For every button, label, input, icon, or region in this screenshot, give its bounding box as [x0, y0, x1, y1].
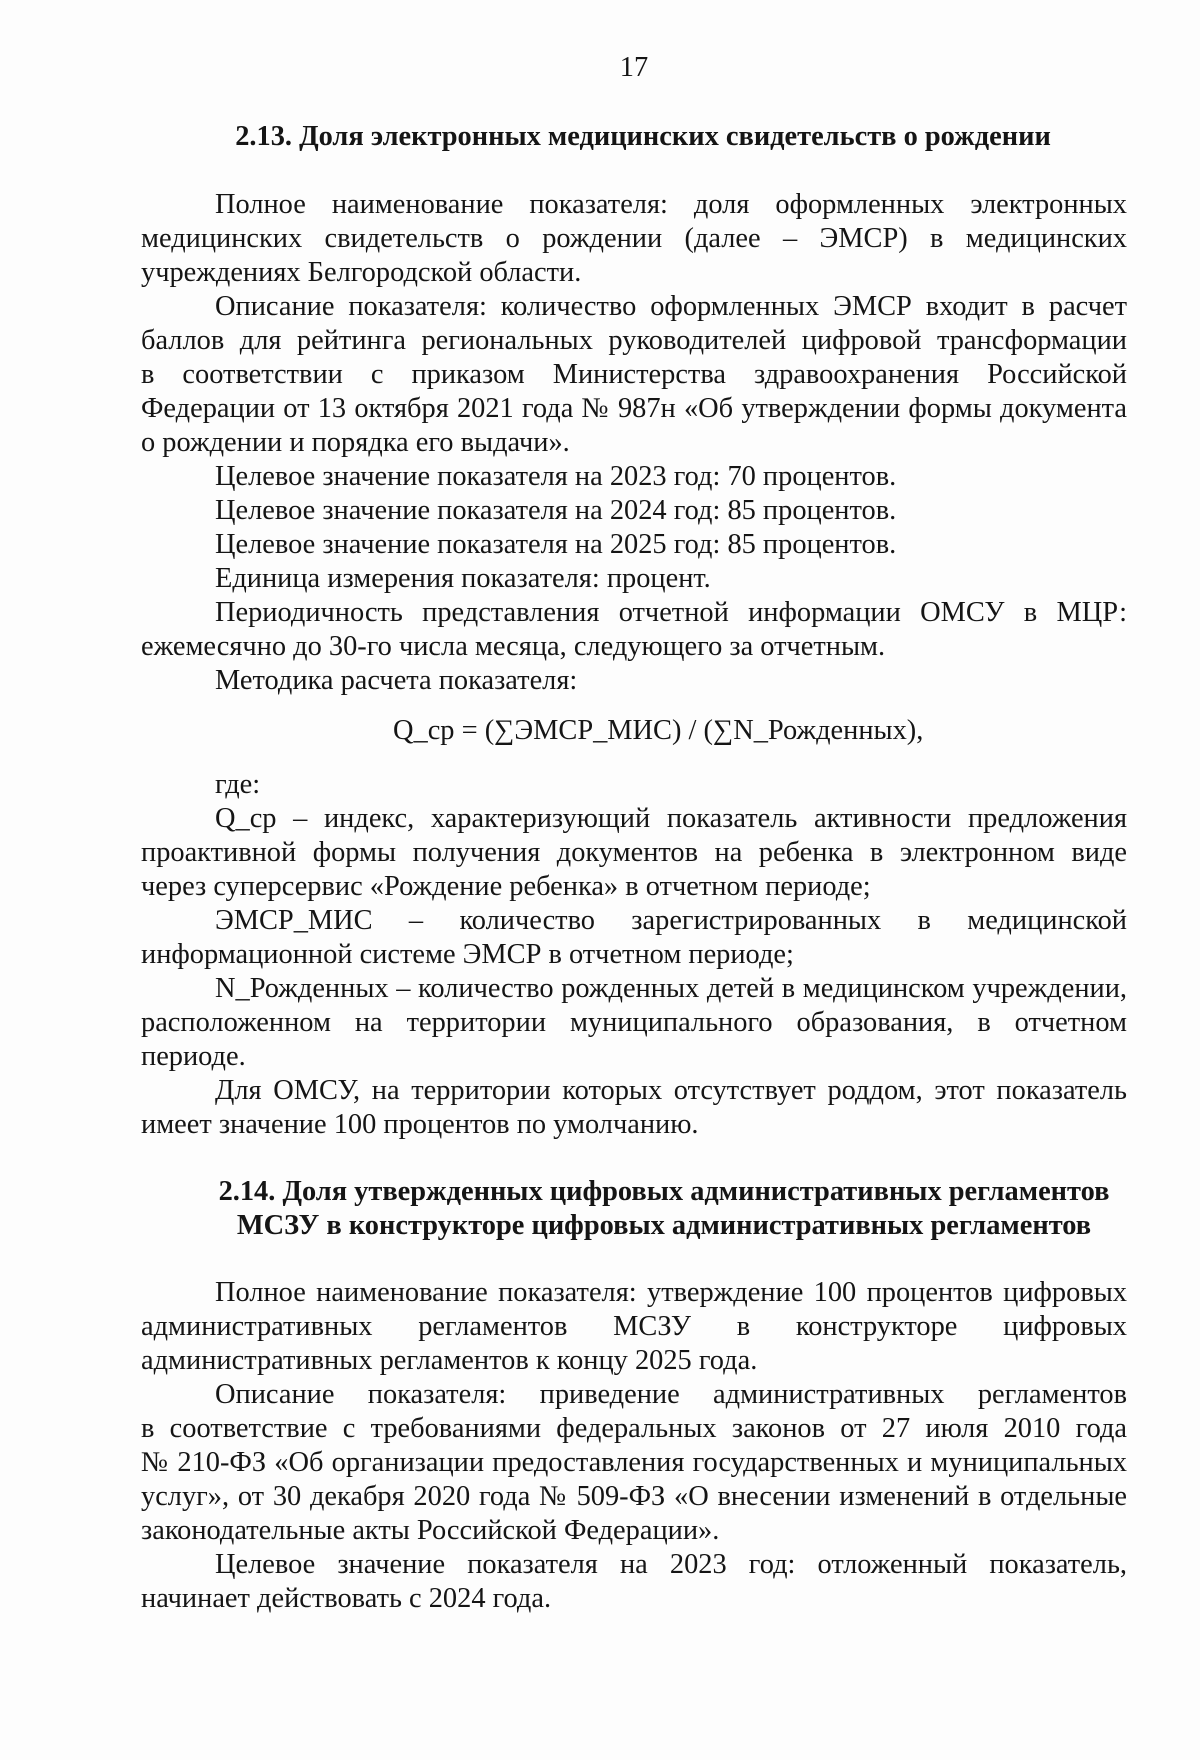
- text-line: N_Рожденных – количество рожденных детей в медицинском учреждении,: [215, 973, 1127, 1004]
- paragraph-where-label: где:: [215, 769, 261, 800]
- text-line: учреждениях Белгородской области.: [141, 257, 582, 288]
- paragraph-description: [141, 1378, 1127, 1548]
- section-2-13-heading: [141, 120, 1127, 154]
- text-line: в соответствие с требованиями федеральных законов от 27 июля 2010 года: [141, 1413, 1127, 1444]
- text-line: начинает действовать с 2024 года.: [141, 1583, 552, 1614]
- paragraph-definition-q: [141, 802, 1127, 904]
- text-line: административных регламентов к концу 2025 года.: [141, 1345, 758, 1376]
- text-line: о рождении и порядка его выдачи».: [141, 427, 570, 458]
- text-line: проактивной формы получения документов на ребенка в электронном виде: [141, 837, 1127, 868]
- section-heading-line: 2.14. Доля утвержденных цифровых административных регламентов: [218, 1176, 1110, 1207]
- paragraph-target-2024: Целевое значение показателя на 2024 год: 85 процентов.: [215, 495, 897, 526]
- text-line: № 210-ФЗ «Об организации предоставления государственных и муниципальных: [141, 1447, 1127, 1478]
- text-line: ЭМСР_МИС – количество зарегистрированных в медицинской: [215, 905, 1127, 936]
- section-2-13-body-a: [141, 188, 1127, 698]
- text-line: имеет значение 100 процентов по умолчанию.: [141, 1109, 699, 1140]
- text-line: Полное наименование показателя: утверждение 100 процентов цифровых: [215, 1277, 1127, 1308]
- text-line: Периодичность представления отчетной информации ОМСУ в МЦР:: [215, 597, 1127, 628]
- text-line: медицинских свидетельств о рождении (далее – ЭМСР) в медицинских: [141, 223, 1127, 254]
- text-line: Полное наименование показателя: доля оформленных электронных: [215, 189, 1127, 220]
- text-line: ежемесячно до 30-го числа месяца, следующего за отчетным.: [141, 631, 886, 662]
- text-line: Целевое значение показателя на 2023 год: отложенный показатель,: [215, 1549, 1127, 1580]
- text-line: Описание показателя: приведение административных регламентов: [215, 1379, 1127, 1410]
- paragraph-method-label: Методика расчета показателя:: [215, 665, 578, 696]
- page-number-block: [141, 51, 1127, 85]
- paragraph-periodicity: [141, 596, 1127, 664]
- formula: Q_ср = (∑ЭМСР_МИС) / (∑N_Рожденных),: [393, 715, 924, 746]
- section-2-13-body-b: [141, 768, 1127, 1142]
- section-2-14-heading: [141, 1175, 1127, 1243]
- paragraph-definition-n: [141, 972, 1127, 1074]
- text-line: Описание показателя: количество оформленных ЭМСР входит в расчет: [215, 291, 1127, 322]
- text-line: информационной системе ЭМСР в отчетном периоде;: [141, 939, 794, 970]
- paragraph-target-2025: Целевое значение показателя на 2025 год: 85 процентов.: [215, 529, 897, 560]
- paragraph-definition-emsr: [141, 904, 1127, 972]
- formula-block: [141, 714, 1127, 748]
- page-number: 17: [619, 52, 649, 83]
- section-heading-line: 2.13. Доля электронных медицинских свидетельств о рождении: [235, 121, 1051, 152]
- paragraph-target-2023: [141, 1548, 1127, 1616]
- paragraph-target-2023: Целевое значение показателя на 2023 год: 70 процентов.: [215, 461, 897, 492]
- text-line: административных регламентов МСЗУ в конструкторе цифровых: [141, 1311, 1127, 1342]
- paragraph-full-name: [141, 188, 1127, 290]
- text-line: Федерации от 13 октября 2021 года № 987н «Об утверждении формы документа: [141, 393, 1127, 424]
- text-line: законодательные акты Российской Федерации».: [141, 1515, 720, 1546]
- paragraph-note: [141, 1074, 1127, 1142]
- paragraph-unit: Единица измерения показателя: процент.: [215, 563, 711, 594]
- text-line: расположенном на территории муниципального образования, в отчетном: [141, 1007, 1127, 1038]
- paragraph-full-name: [141, 1276, 1127, 1378]
- text-line: в соответствии с приказом Министерства здравоохранения Российской: [141, 359, 1127, 390]
- paragraph-description: [141, 290, 1127, 460]
- text-line: через суперсервис «Рождение ребенка» в отчетном периоде;: [141, 871, 871, 902]
- text-line: периоде.: [141, 1041, 246, 1072]
- text-line: Для ОМСУ, на территории которых отсутствует роддом, этот показатель: [215, 1075, 1127, 1106]
- text-line: Q_ср – индекс, характеризующий показатель активности предложения: [215, 803, 1127, 834]
- text-line: баллов для рейтинга региональных руководителей цифровой трансформации: [141, 325, 1127, 356]
- section-2-14-body: [141, 1276, 1127, 1616]
- text-line: услуг», от 30 декабря 2020 года № 509-ФЗ «О внесении изменений в отдельные: [141, 1481, 1127, 1512]
- section-heading-line: МСЗУ в конструкторе цифровых административных регламентов: [236, 1210, 1092, 1241]
